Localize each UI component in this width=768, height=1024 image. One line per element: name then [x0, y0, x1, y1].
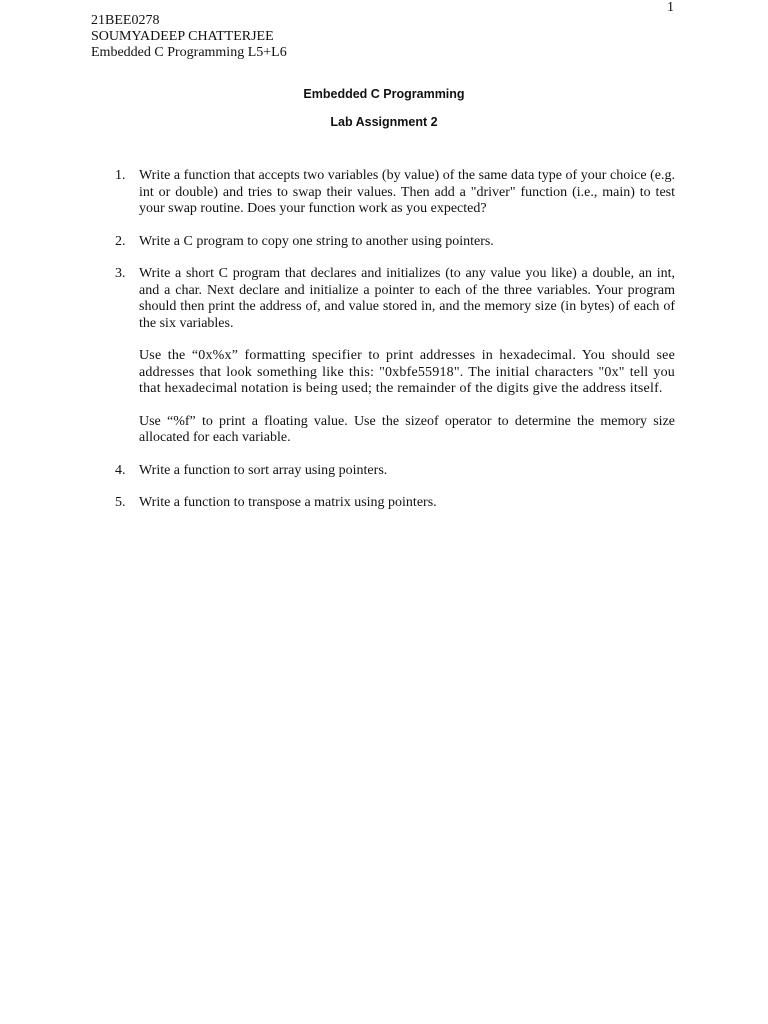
question-item: [115, 463, 675, 480]
question-number: 5.: [115, 495, 126, 510]
question-text-format-specifier: Use the “0x%x” formatting specifier to print addresses in hexadecimal. You should see addresses that look something like this: "0xbfe55918". The initial characters "0x" tell you that hexadecimal notation is being used; the remainder of the digits give the address itself.: [139, 348, 675, 396]
question-list: [115, 168, 675, 528]
question-text: Write a C program to copy one string to another using pointers.: [139, 233, 494, 249]
question-text: Write a short C program that declares and initializes (to any value you like) a double, an int, and a char. Next declare and initialize a pointer to each of the three variables. Your program should then print the address of, and value stored in, and the memory size (in bytes) of each of the six variables.: [139, 266, 675, 331]
question-item: [115, 495, 675, 512]
question-number: 1.: [115, 168, 126, 183]
question-number: 4.: [115, 462, 126, 478]
document-title: Embedded C Programming: [303, 87, 465, 101]
course-name: Embedded C Programming L5+L6: [91, 45, 287, 60]
question-text-sizeof: Use “%f” to print a floating value. Use the sizeof operator to determine the memory size allocated for each variable.: [139, 413, 675, 445]
question-text: Write a function that accepts two variables (by value) of the same data type of your choice (e.g. int or double) and tries to swap their values. Then add a "driver" function (i.e., main) to test your swap routine. Does your function work as you expected?: [139, 168, 675, 216]
document-header: [91, 13, 287, 61]
question-item: [115, 234, 675, 251]
page-number: 1: [667, 0, 674, 15]
document-subtitle: Lab Assignment 2: [330, 115, 438, 129]
question-text: Write a function to transpose a matrix using pointers.: [139, 495, 437, 510]
student-name: SOUMYADEEP CHATTERJEE: [91, 29, 274, 44]
question-number: 3.: [115, 266, 126, 281]
question-text: Write a function to sort array using pointers.: [139, 462, 388, 478]
question-item: [115, 168, 675, 218]
question-number: 2.: [115, 233, 126, 249]
question-item: [115, 266, 675, 447]
student-id: 21BEE0278: [91, 13, 160, 28]
